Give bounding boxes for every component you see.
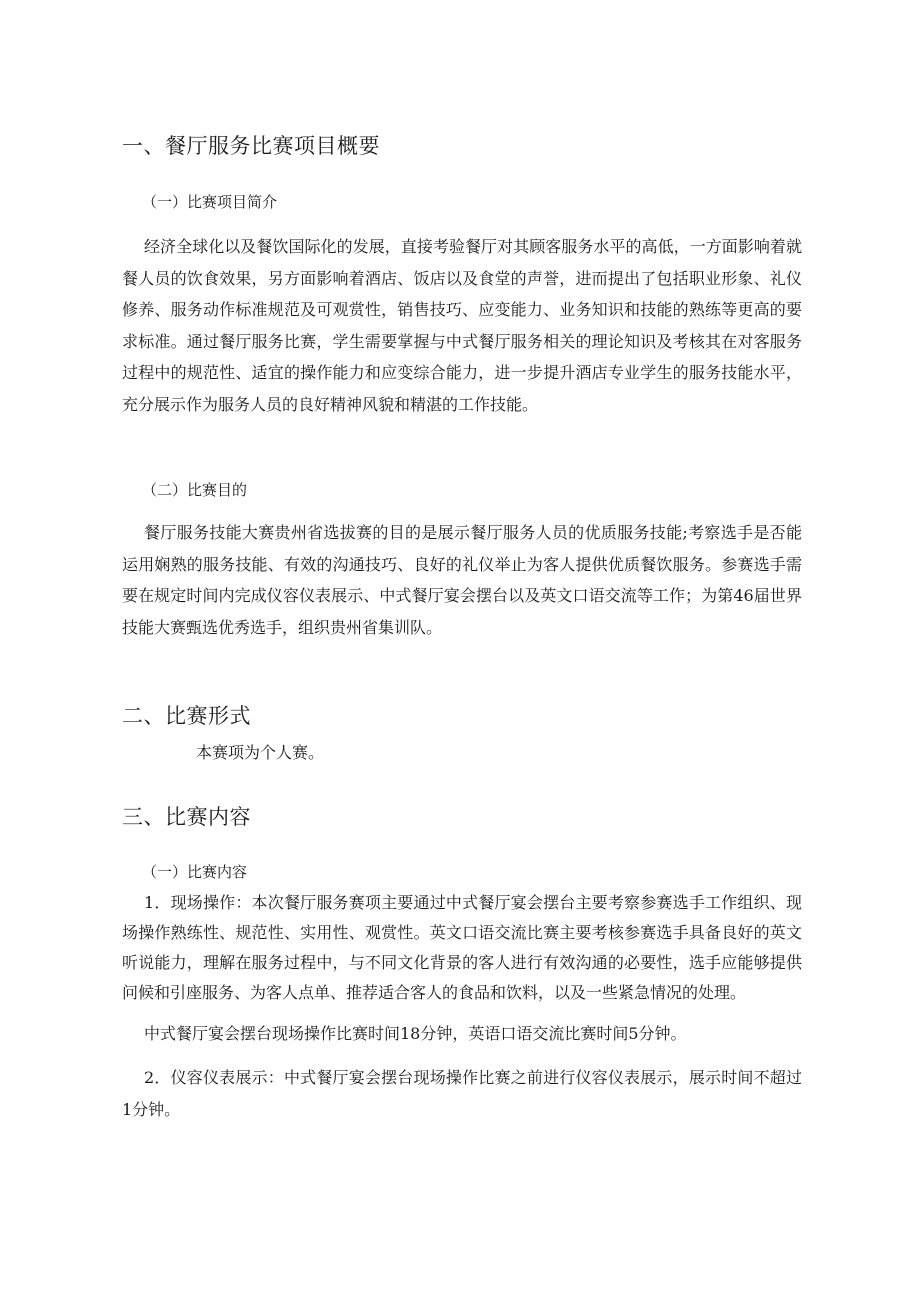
section-1-2-heading: （二）比赛目的	[142, 481, 248, 499]
section-1-1-paragraph: 经济全球化以及餐饮国际化的发展，直接考验餐厅对其顾客服务水平的高低，一方面影响着就餐人员的饮食效果，另方面影响着酒店、饭店以及食堂的声誉，进而提出了包括职业形象、礼仪修养、服务动作标准规范及可观赏性，销售技巧、应变能力、业务知识和技能的熟练等更高的要求标准。通过餐厅服务比赛，学生需要掌握与中式餐厅服务相关的理论知识及考核其在对客服务过程中的规范性、适宜的操作能力和应变综合能力，进一步提升酒店专业学生的服务技能水平，充分展示作为服务人员的良好精神风貌和精湛的工作技能。	[122, 237, 802, 414]
section-2-paragraph: 本赛项为个人赛。	[196, 743, 325, 762]
section-1-heading: 一、餐厅服务比赛项目概要	[122, 134, 380, 158]
section-1-1-heading: （一）比赛项目简介	[142, 193, 278, 211]
section-1-2-paragraph: 餐厅服务技能大赛贵州省选拔赛的目的是展示餐厅服务人员的优质服务技能;考察选手是否能运用娴熟的服务技能、有效的沟通技巧、良好的礼仪举止为客人提供优质餐饮服务。参赛选手需要在规定时间内完成仪容仪表展示、中式餐厅宴会摆台以及英文口语交流等工作；为第46届世界技能大赛甄选优秀选手，组织贵州省集训队。	[122, 523, 802, 637]
section-2-heading: 二、比赛形式	[122, 704, 251, 728]
section-3-heading: 三、比赛内容	[122, 805, 251, 829]
section-3-time-note: 中式餐厅宴会摆台现场操作比赛时间18分钟，英语口语交流比赛时间5分钟。	[144, 1024, 687, 1043]
section-3-item-1: 1．现场操作：本次餐厅服务赛项主要通过中式餐厅宴会摆台主要考察参赛选手工作组织、现场操作熟练性、规范性、实用性、观赏性。英文口语交流比赛主要考核参赛选手具备良好的英文听说能力，理解在服务过程中，与不同文化背景的客人进行有效沟通的必要性，选手应能够提供问候和引座服务、为客人点单、推荐适合客人的食品和饮料，以及一些紧急情况的处理。	[122, 893, 802, 1002]
section-3-1-heading: （一）比赛内容	[142, 863, 248, 881]
section-3-item-2: 2．仪容仪表展示：中式餐厅宴会摆台现场操作比赛之前进行仪容仪表展示，展示时间不超过1分钟。	[122, 1068, 802, 1119]
